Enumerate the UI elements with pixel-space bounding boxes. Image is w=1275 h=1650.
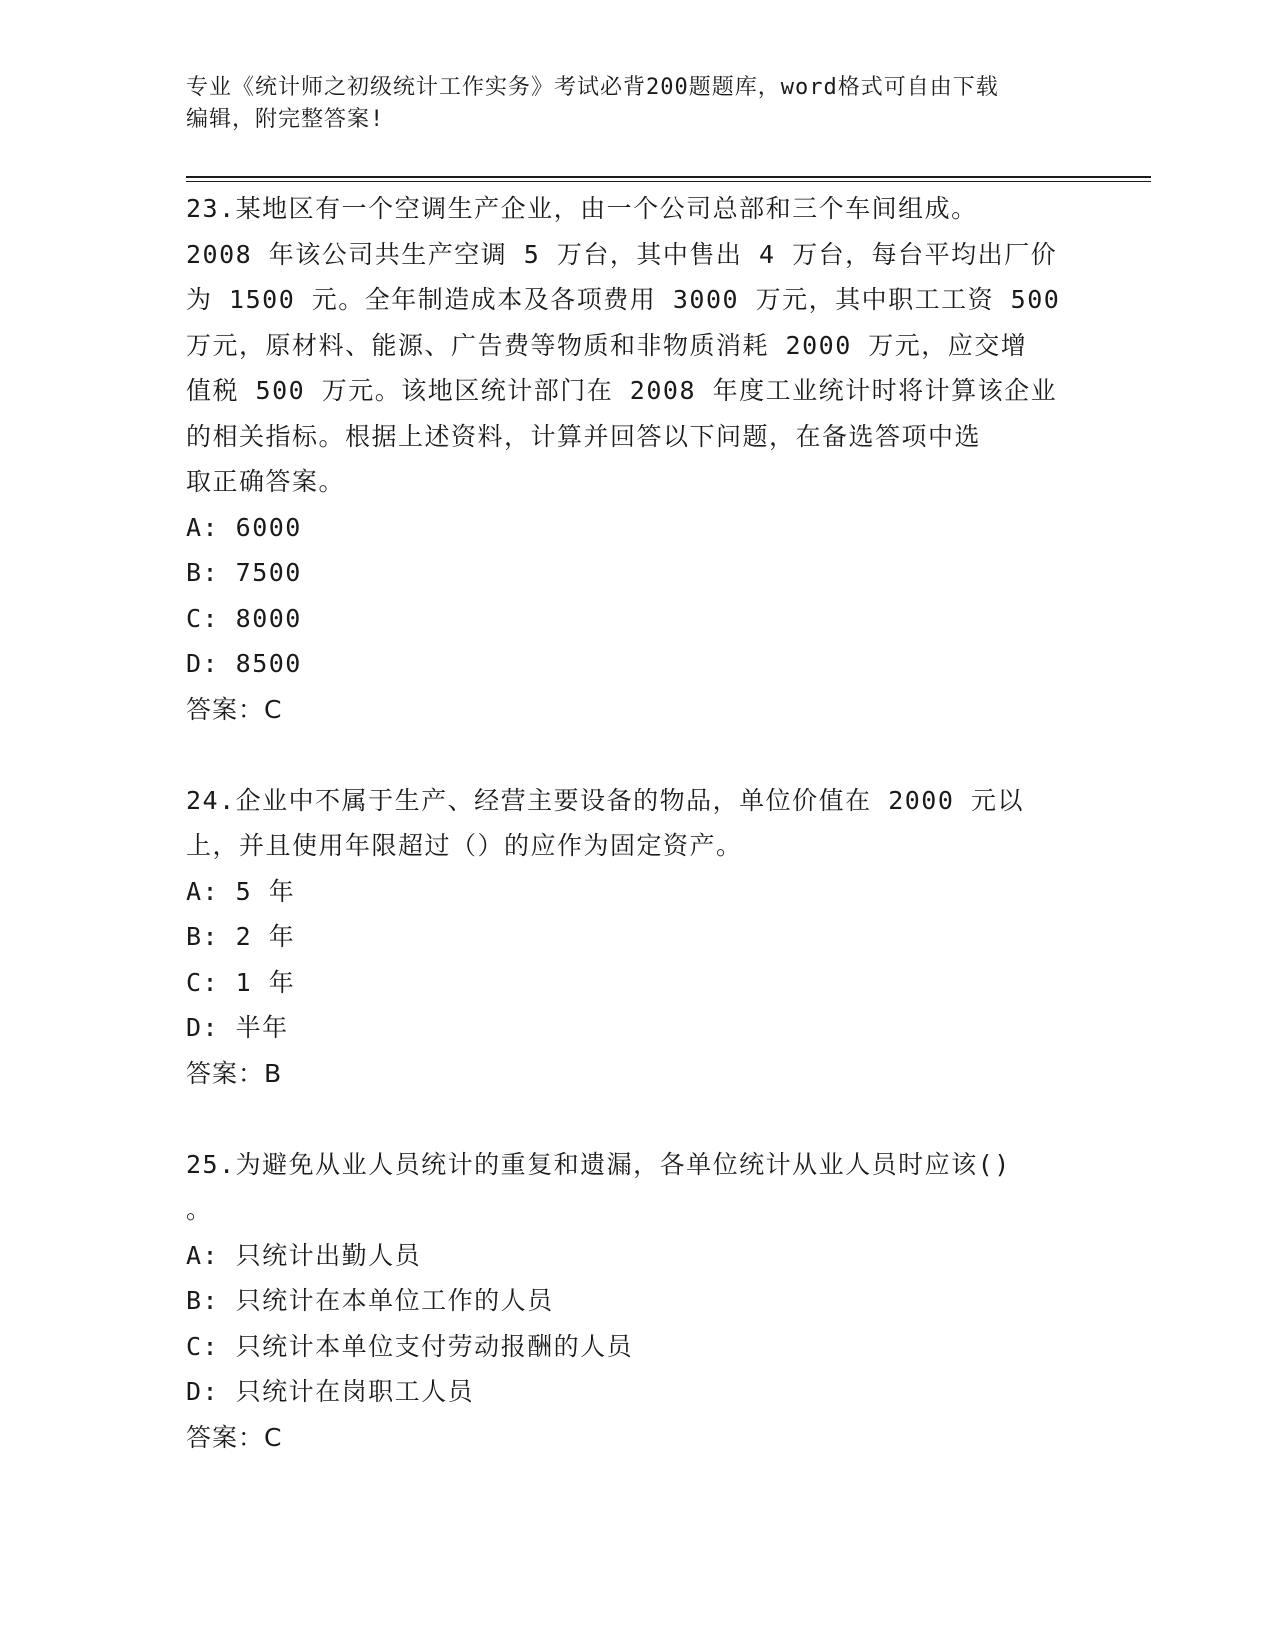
- question-list: [186, 186, 1086, 1460]
- header-line-1: 专业《统计师之初级统计工作实务》考试必背200题题库，word格式可自由下载: [186, 75, 999, 100]
- option-a: A: 只统计出勤人员: [186, 1240, 422, 1270]
- question-stem-line: 23.某地区有一个空调生产企业，由一个公司总部和三个车间组成。: [186, 194, 978, 223]
- document-header: [186, 72, 1086, 136]
- question-stem-line: 2008 年该公司共生产空调 5 万台，其中售出 4 万台，每台平均出厂价: [186, 239, 1058, 269]
- question-25: [186, 1142, 1086, 1461]
- question-24: [186, 778, 1086, 1097]
- option-a: A: 5 年: [186, 876, 296, 906]
- option-d: D: 半年: [186, 1013, 289, 1042]
- question-stem-line: 25.为避免从业人员统计的重复和遗漏，各单位统计从业人员时应该(): [186, 1149, 1011, 1179]
- option-b: B: 2 年: [186, 922, 296, 951]
- option-b: B: 7500: [186, 558, 302, 587]
- question-stem-line: 的相关指标。根据上述资料，计算并回答以下问题，在备选答项中选: [186, 421, 982, 451]
- option-d: D: 只统计在岗职工人员: [186, 1377, 475, 1406]
- answer-line: 答案：B: [186, 1058, 283, 1088]
- question-stem-line: 万元，原材料、能源、广告费等物质和非物质消耗 2000 万元，应交增: [186, 330, 1028, 360]
- header-divider-thick: [186, 176, 1151, 178]
- question-stem-line: 值税 500 万元。该地区统计部门在 2008 年度工业统计时将计算该企业: [186, 376, 1058, 405]
- spacer: [186, 1096, 1086, 1142]
- option-c: C: 只统计本单位支付劳动报酬的人员: [186, 1331, 634, 1361]
- option-c: C: 1 年: [186, 967, 296, 997]
- option-a: A: 6000: [186, 512, 302, 542]
- question-stem-line: 取正确答案。: [186, 467, 346, 496]
- answer-line: 答案：C: [186, 1422, 283, 1452]
- question-stem-line: 。: [186, 1195, 213, 1224]
- option-c: C: 8000: [186, 603, 302, 633]
- question-stem-line: 24.企业中不属于生产、经营主要设备的物品，单位价值在 2000 元以: [186, 785, 1024, 815]
- question-stem-line: 为 1500 元。全年制造成本及各项费用 3000 万元，其中职工工资 500: [186, 285, 1061, 314]
- answer-line: 答案：C: [186, 694, 283, 724]
- spacer: [186, 732, 1086, 778]
- question-stem-line: 上，并且使用年限超过（）的应作为固定资产。: [186, 831, 743, 860]
- question-23: [186, 186, 1086, 732]
- option-d: D: 8500: [186, 649, 302, 678]
- header-line-2: 编辑，附完整答案!: [186, 107, 385, 132]
- option-b: B: 只统计在本单位工作的人员: [186, 1286, 554, 1315]
- header-divider-thin: [186, 181, 1151, 182]
